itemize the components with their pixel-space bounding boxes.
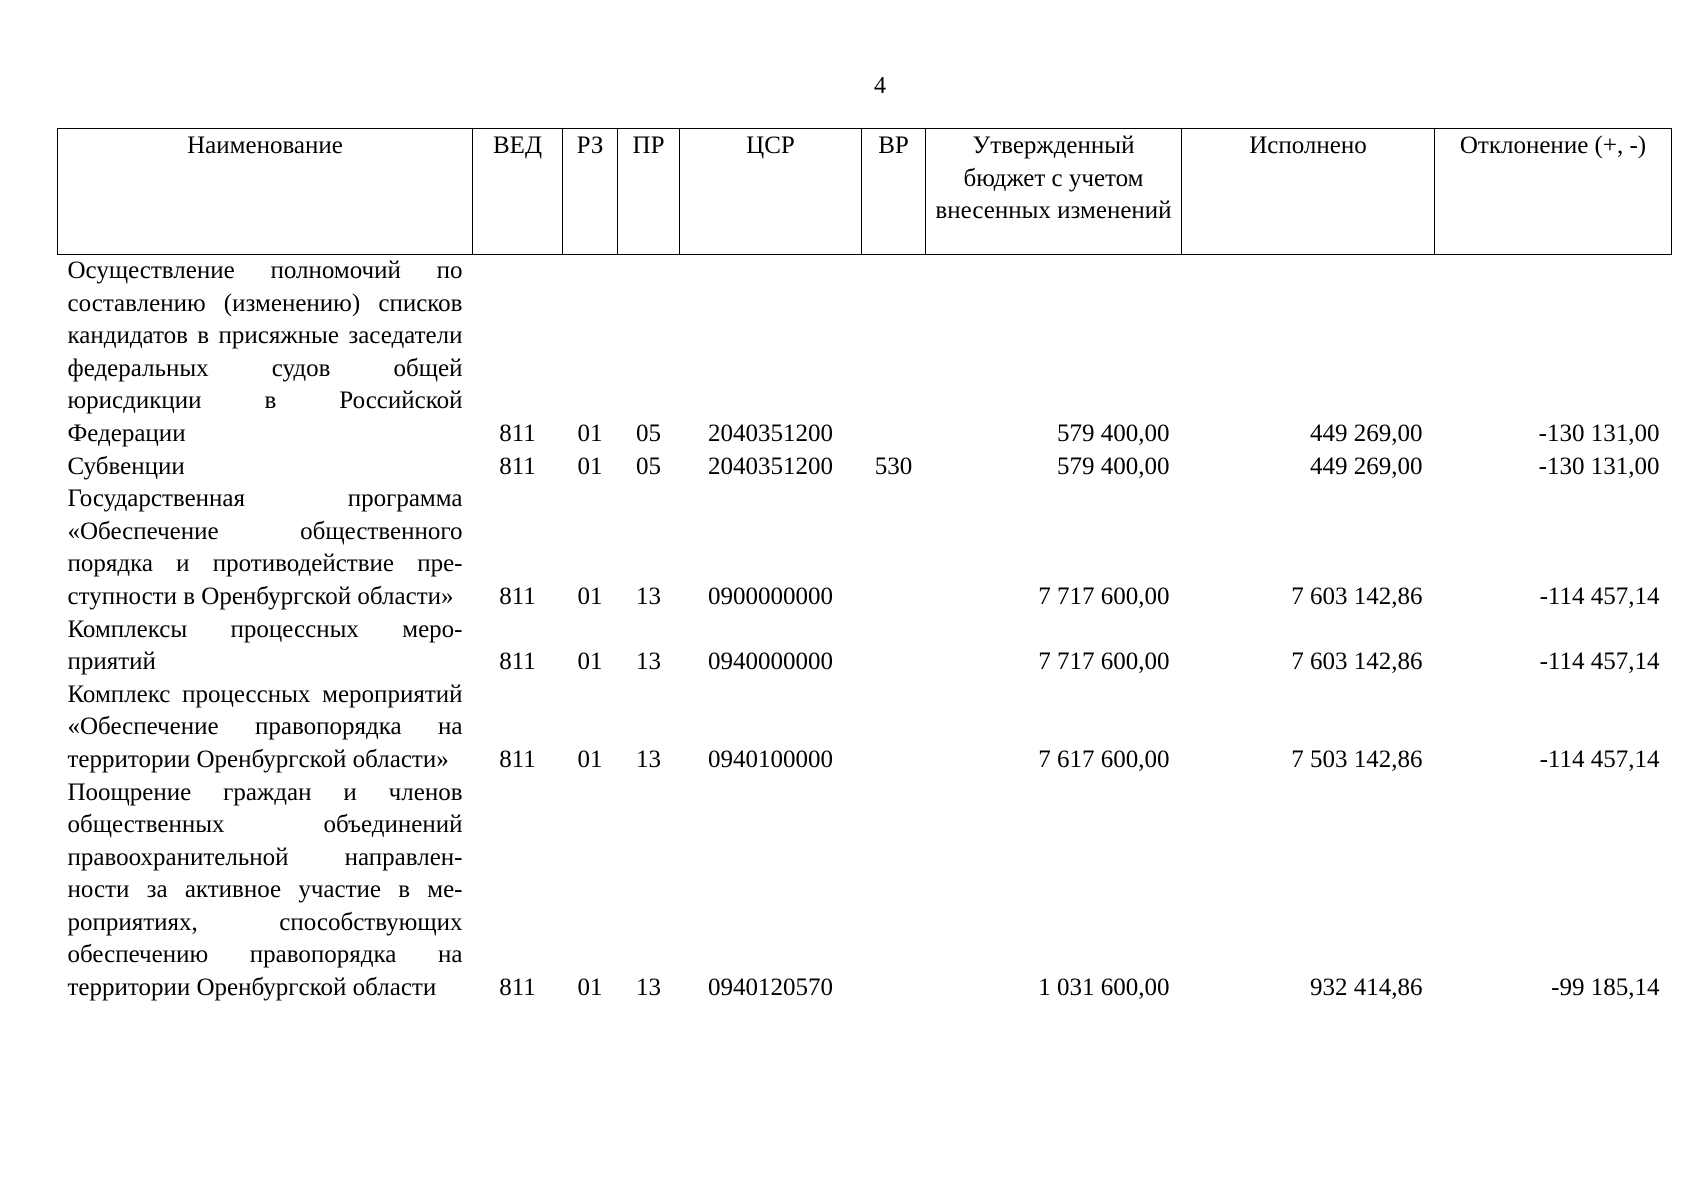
- row-name: Государственная программа «Обеспечение общественного порядка и противодействие преступности в Оренбургской области»: [67, 485, 463, 610]
- row-deviation: -114 457,14: [1539, 648, 1660, 676]
- table-row: [58, 679, 1672, 777]
- row-deviation: -130 131,00: [1538, 419, 1660, 447]
- header-deviation: Отклонение (+, -): [1435, 129, 1672, 255]
- row-csr: 0940000000: [708, 648, 833, 676]
- row-pr: 05: [636, 419, 661, 447]
- row-pr: 13: [636, 974, 661, 1002]
- row-name: Комплекс процессных мероприятий «Обеспечение правопорядка на территории Оренбургской области»: [67, 680, 463, 773]
- row-approved: 7 717 600,00: [1038, 582, 1170, 610]
- header-approved: Утвержденный бюджет с учетом внесенных изменений: [926, 129, 1182, 255]
- table-row: [58, 777, 1672, 1005]
- row-vr: [862, 777, 926, 1005]
- row-csr: 2040351200: [708, 419, 833, 447]
- row-pr: 05: [636, 452, 661, 480]
- table-row: [58, 483, 1672, 613]
- row-approved: 7 717 600,00: [1038, 648, 1170, 676]
- header-name: Наименование: [58, 129, 473, 255]
- row-deviation: -99 185,14: [1551, 974, 1660, 1002]
- page-number: 4: [874, 73, 886, 99]
- row-vr: [862, 614, 926, 679]
- row-executed: 7 603 142,86: [1291, 648, 1423, 676]
- row-ved: 811: [499, 419, 536, 447]
- table-body: [58, 255, 1672, 1005]
- row-name: Субвенции: [67, 452, 185, 480]
- row-ved: 811: [499, 648, 536, 676]
- row-name: Комплексы процессных мероприятий: [67, 615, 463, 676]
- row-pr: 13: [636, 582, 661, 610]
- row-csr: 0940120570: [708, 974, 833, 1002]
- header-executed: Исполнено: [1182, 129, 1435, 255]
- table-row: [58, 614, 1672, 679]
- header-csr: ЦСР: [680, 129, 862, 255]
- row-ved: 811: [499, 745, 536, 773]
- row-csr: 0900000000: [708, 582, 833, 610]
- row-executed: 7 503 142,86: [1291, 745, 1423, 773]
- row-deviation: -130 131,00: [1538, 452, 1660, 480]
- row-pr: 13: [636, 745, 661, 773]
- row-approved: 579 400,00: [1057, 452, 1170, 480]
- row-deviation: -114 457,14: [1539, 745, 1660, 773]
- row-ved: 811: [499, 452, 536, 480]
- row-rz: 01: [577, 452, 603, 480]
- header-pr: ПР: [618, 129, 680, 255]
- row-rz: 01: [577, 648, 603, 676]
- header-vr: ВР: [862, 129, 926, 255]
- header-rz: РЗ: [563, 129, 618, 255]
- row-deviation: -114 457,14: [1539, 582, 1660, 610]
- row-approved: 1 031 600,00: [1038, 974, 1170, 1002]
- table-row: [58, 255, 1672, 451]
- row-executed: 7 603 142,86: [1291, 582, 1423, 610]
- row-rz: 01: [577, 745, 603, 773]
- row-rz: 01: [577, 582, 603, 610]
- row-approved: 7 617 600,00: [1038, 745, 1170, 773]
- budget-table: [57, 128, 1672, 1005]
- table-header: [58, 129, 1672, 255]
- row-name: Осуществление полномочий по составлению (изменению) списков кандидатов в присяжные заседатели федеральных судов общей юрисдикции в Российской Федерации: [67, 257, 463, 447]
- row-rz: 01: [577, 974, 603, 1002]
- row-vr: 530: [874, 452, 913, 480]
- row-vr: [862, 255, 926, 451]
- header-row: [58, 129, 1672, 255]
- row-approved: 579 400,00: [1057, 419, 1170, 447]
- row-ved: 811: [499, 582, 536, 610]
- row-rz: 01: [577, 419, 603, 447]
- row-name: Поощрение граждан и членов общественных объединений правоохранительной направленности за активное участие в мероприятиях, способствующих обеспечению правопорядка на территории Оренбургской области: [67, 778, 463, 1002]
- row-csr: 2040351200: [708, 452, 833, 480]
- row-csr: 0940100000: [708, 745, 833, 773]
- table-row: [58, 451, 1672, 484]
- row-executed: 449 269,00: [1310, 452, 1423, 480]
- row-executed: 449 269,00: [1310, 419, 1423, 447]
- row-ved: 811: [499, 974, 536, 1002]
- row-pr: 13: [636, 648, 661, 676]
- row-vr: [862, 483, 926, 613]
- row-executed: 932 414,86: [1310, 974, 1423, 1002]
- header-ved: ВЕД: [473, 129, 563, 255]
- row-vr: [862, 679, 926, 777]
